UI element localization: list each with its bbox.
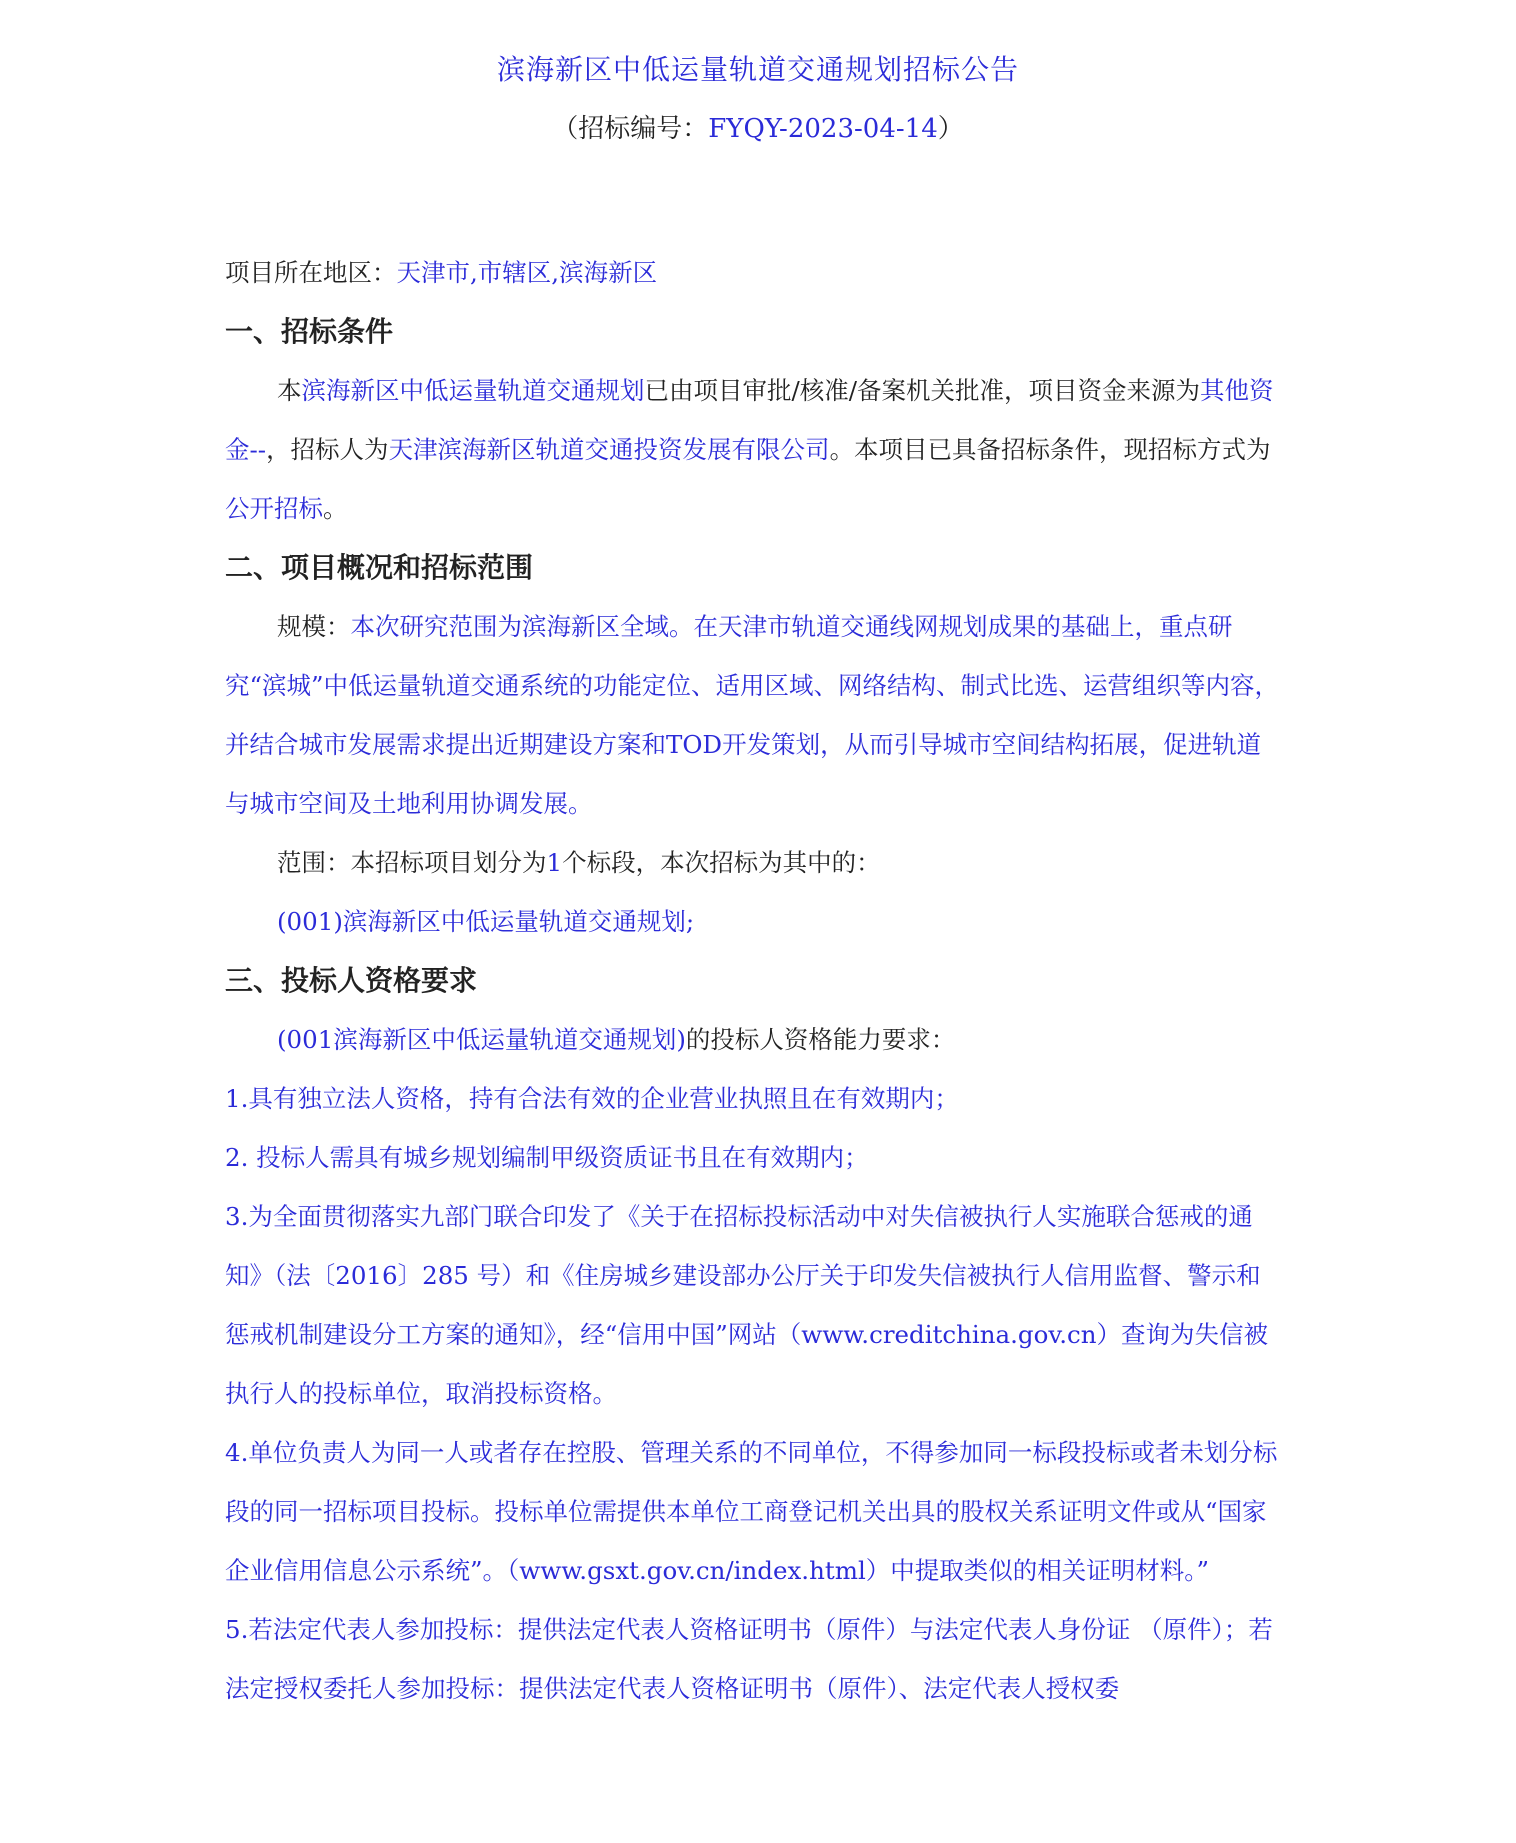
range-text-2: 个标段，本次招标为其中的： <box>562 848 881 877</box>
qualification-item-2: 2. 投标人需具有城乡规划编制甲级资质证书且在有效期内； <box>225 1143 869 1172</box>
location-value: 天津市,市辖区,滨海新区 <box>396 258 658 287</box>
tenderer-name: 天津滨海新区轨道交通投资发展有限公司 <box>388 435 830 464</box>
conditions-text-5: 。 <box>323 494 348 523</box>
qualification-item-5: 5.若法定代表人参加投标：提供法定代表人资格证明书（原件）与法定代表人身份证 （原件）；若法定授权委托人参加投标：提供法定代表人资格证明书（原件）、法定代表人授权委 <box>225 1615 1273 1703</box>
qualification-intro <box>225 1010 1280 1069</box>
conditions-text-1: 本 <box>277 376 302 405</box>
qualification-item-1: 1.具有独立法人资格，持有合法有效的企业营业执照且在有效期内； <box>225 1084 959 1113</box>
document-title: 滨海新区中低运量轨道交通规划招标公告 <box>496 53 1019 86</box>
tender-method: 公开招标 <box>225 494 323 523</box>
range-text-1: 范围：本招标项目划分为 <box>277 848 547 877</box>
tender-code: FYQY-2023-04-14 <box>708 114 938 144</box>
fund-source: 其他资金-- <box>225 376 1274 464</box>
section-heading-overview: 二、项目概况和招标范围 <box>225 551 534 584</box>
lot-count: 1 <box>546 848 563 877</box>
lot-item: (001)滨海新区中低运量轨道交通规划; <box>277 907 695 936</box>
project-location <box>225 243 1280 302</box>
qualification-lot: (001滨海新区中低运量轨道交通规划) <box>277 1025 686 1054</box>
tender-code-prefix: （招标编号： <box>552 114 709 144</box>
scale-text: 本次研究范围为滨海新区全域。在天津市轨道交通线网规划成果的基础上，重点研究“滨城”中低运量轨道交通系统的功能定位、适用区域、网络结构、制式比选、运营组织等内容，并结合城市发展需求提出近期建设方案和TOD开发策划，从而引导城市空间结构拓展，促进轨道与城市空间及土地利用协调发展。 <box>225 612 1280 818</box>
conditions-text-4: 。本项目已具备招标条件，现招标方式为 <box>829 435 1271 464</box>
section-heading-conditions: 一、招标条件 <box>225 315 394 348</box>
qualification-intro-text: 的投标人资格能力要求： <box>685 1025 956 1054</box>
scale-label: 规模： <box>277 612 351 641</box>
qualification-item-3: 3.为全面贯彻落实九部门联合印发了《关于在招标投标活动中对失信被执行人实施联合惩戒的通知》（法〔2016〕285 号）和《住房城乡建设部办公厅关于印发失信被执行人信用监督、警示和惩戒机制建设分工方案的通知》，经“信用中国”网站（www.creditchina.gov.cn）查询为失信被执行人的投标单位，取消投标资格。 <box>225 1202 1269 1408</box>
location-label: 项目所在地区： <box>225 258 397 287</box>
conditions-text-3: ，招标人为 <box>266 435 389 464</box>
scale-paragraph <box>225 597 1280 833</box>
section-heading-qualification: 三、投标人资格要求 <box>225 964 478 997</box>
conditions-paragraph <box>225 361 1280 538</box>
tender-code-line <box>0 108 1516 145</box>
range-paragraph <box>225 833 1280 892</box>
qualification-item-4: 4.单位负责人为同一人或者存在控股、管理关系的不同单位，不得参加同一标段投标或者未划分标段的同一招标项目投标。投标单位需提供本单位工商登记机关出具的股权关系证明文件或从“国家企业信用信息公示系统”。（www.gsxt.gov.cn/index.html）中提取类似的相关证明材料。” <box>225 1438 1278 1585</box>
tender-code-suffix: ） <box>937 114 964 144</box>
document-body <box>225 243 1280 1718</box>
conditions-text-2: 已由项目审批/核准/备案机关批准，项目资金来源为 <box>644 376 1201 405</box>
project-name: 滨海新区中低运量轨道交通规划 <box>301 376 645 405</box>
